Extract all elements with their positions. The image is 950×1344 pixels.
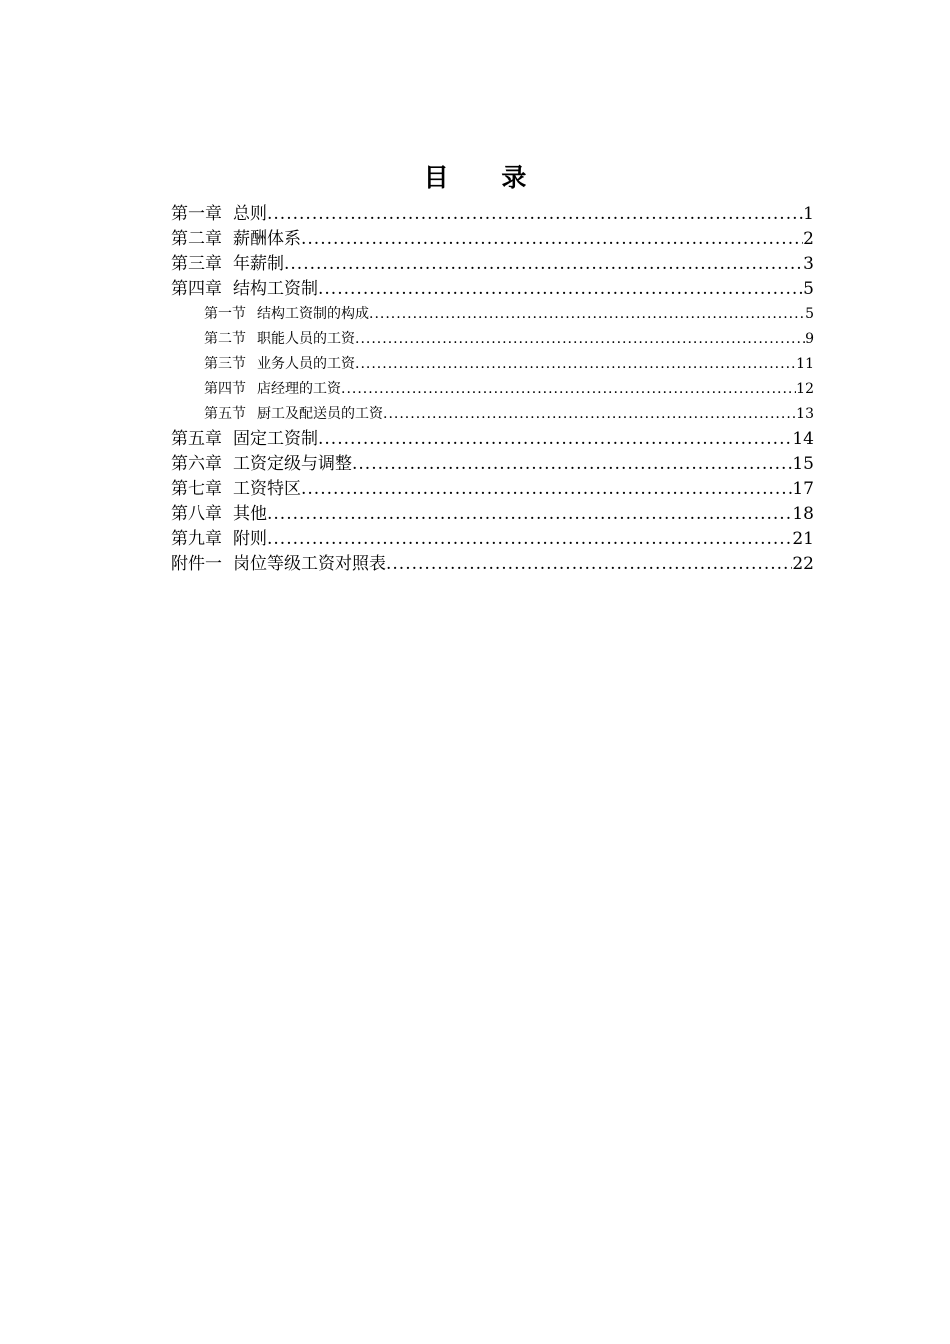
toc-entry-label: 工资特区 — [233, 479, 301, 499]
toc-entry-chapter[interactable] — [171, 527, 814, 552]
toc-dot-leader — [355, 352, 796, 377]
toc-entry-page-number: 14 — [792, 429, 814, 449]
toc-dot-leader — [267, 202, 803, 227]
toc-entry-number: 第二章 — [171, 229, 222, 249]
toc-entry-label: 结构工资制 — [233, 279, 318, 299]
toc-entry-page-number: 11 — [796, 356, 814, 372]
toc-entry-chapter[interactable] — [171, 427, 814, 452]
toc-entry-section[interactable] — [171, 302, 814, 327]
toc-entry-section[interactable] — [171, 402, 814, 427]
toc-entry-number: 第三节 — [204, 356, 246, 372]
toc-entry-page-number: 17 — [792, 479, 814, 499]
toc-entry-label: 工资定级与调整 — [233, 454, 352, 474]
toc-dot-leader — [267, 527, 792, 552]
toc-entry-label: 厨工及配送员的工资 — [257, 406, 383, 422]
toc-entry-label: 总则 — [233, 204, 267, 224]
toc-entry-number: 第一节 — [204, 306, 246, 322]
toc-entry-chapter[interactable] — [171, 202, 814, 227]
toc-entry-page-number: 5 — [805, 306, 814, 322]
toc-entry-label: 其他 — [233, 504, 267, 524]
toc-title: 目 录 — [423, 163, 549, 192]
toc-entry-chapter[interactable] — [171, 227, 814, 252]
toc-entry-page-number: 9 — [805, 331, 814, 347]
toc-entry-page-number: 2 — [803, 229, 814, 249]
toc-entry-page-number: 22 — [792, 554, 814, 574]
toc-dot-leader — [383, 402, 796, 427]
toc-entry-number: 第三章 — [171, 254, 222, 274]
toc-entry-page-number: 5 — [803, 279, 814, 299]
toc-dot-leader — [301, 227, 803, 252]
toc-entry-label: 固定工资制 — [233, 429, 318, 449]
toc-dot-leader — [386, 552, 792, 577]
toc-entry-number: 第一章 — [171, 204, 222, 224]
toc-entry-number: 附件一 — [171, 554, 222, 574]
toc-entry-number: 第二节 — [204, 331, 246, 347]
toc-entry-page-number: 18 — [792, 504, 814, 524]
toc-entry-number: 第五节 — [204, 406, 246, 422]
toc-dot-leader — [318, 427, 792, 452]
toc-entry-chapter[interactable] — [171, 552, 814, 577]
toc-entry-number: 第六章 — [171, 454, 222, 474]
toc-entry-label: 年薪制 — [233, 254, 284, 274]
toc-entry-page-number: 21 — [792, 529, 814, 549]
toc-dot-leader — [301, 477, 792, 502]
toc-entry-section[interactable] — [171, 377, 814, 402]
toc-entry-section[interactable] — [171, 352, 814, 377]
toc-dot-leader — [284, 252, 803, 277]
toc-entry-number: 第七章 — [171, 479, 222, 499]
toc-entry-chapter[interactable] — [171, 502, 814, 527]
toc-entry-number: 第五章 — [171, 429, 222, 449]
toc-entry-page-number: 15 — [792, 454, 814, 474]
toc-entry-label: 店经理的工资 — [257, 381, 341, 397]
toc-dot-leader — [369, 302, 805, 327]
toc-list — [171, 202, 814, 577]
toc-entry-label: 职能人员的工资 — [257, 331, 355, 347]
toc-entry-label: 附则 — [233, 529, 267, 549]
toc-dot-leader — [352, 452, 792, 477]
toc-entry-page-number: 12 — [796, 381, 814, 397]
toc-dot-leader — [318, 277, 803, 302]
toc-entry-number: 第四章 — [171, 279, 222, 299]
toc-entry-label: 业务人员的工资 — [257, 356, 355, 372]
toc-entry-section[interactable] — [171, 327, 814, 352]
toc-entry-label: 岗位等级工资对照表 — [233, 554, 386, 574]
toc-entry-label: 结构工资制的构成 — [257, 306, 369, 322]
toc-entry-number: 第八章 — [171, 504, 222, 524]
toc-entry-number: 第四节 — [204, 381, 246, 397]
toc-dot-leader — [267, 502, 792, 527]
toc-entry-chapter[interactable] — [171, 452, 814, 477]
toc-entry-page-number: 1 — [803, 204, 814, 224]
toc-entry-chapter[interactable] — [171, 277, 814, 302]
toc-entry-chapter[interactable] — [171, 477, 814, 502]
toc-entry-number: 第九章 — [171, 529, 222, 549]
toc-entry-label: 薪酬体系 — [233, 229, 301, 249]
toc-entry-page-number: 3 — [803, 254, 814, 274]
toc-entry-page-number: 13 — [796, 406, 814, 422]
toc-dot-leader — [355, 327, 805, 352]
toc-entry-chapter[interactable] — [171, 252, 814, 277]
toc-dot-leader — [341, 377, 796, 402]
